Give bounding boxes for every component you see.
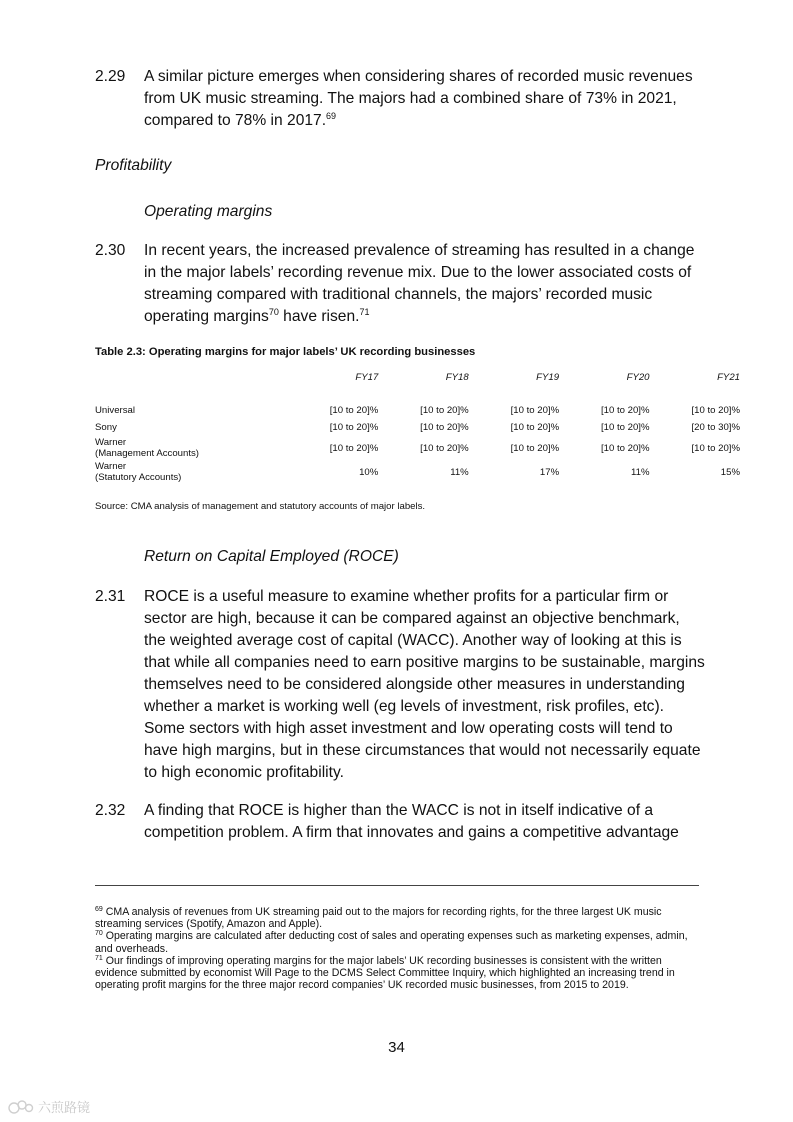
paragraph-2-30: [95, 240, 705, 328]
table-cell: 15%: [720, 466, 740, 478]
paragraph-number: 2.32: [95, 802, 126, 819]
paragraph-text: ROCE is a useful measure to examine whether profits for a particular firm or sector are high, because it can be compared against an objective benchmark, the weighted average cost of capital (WACC). Another way of looking at this is that while all companies need to earn positive margins to be sustainable, margins themselves need to be considered alongside other measures in understanding whether a market is working well (eg levels of investment, risk profiles, etc). Some sectors with high asset investment and low operating costs will tend to have high margins, but in these circumstances that would not necessarily equate to high economic profitability.: [144, 588, 705, 781]
table-cell: [10 to 20]%: [329, 422, 379, 433]
footnotes: [95, 906, 699, 991]
watermark: [8, 1097, 90, 1116]
table-source: Source: CMA analysis of management and statutory accounts of major labels.: [95, 501, 426, 512]
table-title: Table 2.3: Operating margins for major labels’ UK recording businesses: [95, 346, 476, 358]
paragraph-2-29: [95, 66, 705, 132]
table-cell: 11%: [631, 466, 650, 478]
table-cell: [10 to 20]%: [691, 442, 740, 454]
table-cell: [10 to 20]%: [510, 405, 560, 416]
row-label: Universal: [95, 405, 135, 416]
table-cell: [10 to 20]%: [420, 405, 469, 416]
footnote-ref[interactable]: 71: [359, 307, 370, 317]
footnote-ref[interactable]: 69: [326, 111, 337, 121]
subheading-operating-margins: Operating margins: [144, 203, 273, 220]
paragraph-2-32: [95, 800, 705, 844]
paragraph-text: In recent years, the increased prevalence of streaming has resulted in a change in the major labels’ recording revenue mix. Due to the lower associated costs of streaming compared with traditional channels, the majors’ recorded music operating margins: [144, 242, 695, 325]
table-corner: [95, 372, 288, 390]
footnote-ref[interactable]: 70: [268, 307, 279, 317]
paragraph-number: 2.30: [95, 242, 126, 259]
footnote: $^{69}$ CMA analysis of revenues from UK streaming paid out to the majors for recording rights, for the three largest UK music streaming services (Spotify, Amazon and Apple).: [95, 906, 662, 931]
table-cell: [10 to 20]%: [329, 442, 379, 454]
footnote: $^{71}$ Our findings of improving operating margins for the major labels’ UK recording businesses is consistent with the written evidence submitted by economist Will Page to the DCMS Select Committee Inquiry, which highlighted an increasing trend in operating profit margins for the three major record companies’ UK recorded music businesses, from 2015 to 2019.: [95, 954, 675, 992]
table-cell: [10 to 20]%: [510, 422, 560, 433]
paragraph-2-31: [95, 586, 705, 784]
paragraph-text: have risen.: [278, 308, 360, 325]
paragraph-text: A similar picture emerges when considering shares of recorded music revenues from UK music streaming. The majors had a combined share of 73% in 2021, compared to 78% in 2017.: [144, 68, 693, 129]
operating-margins-table: [95, 372, 740, 484]
row-label: Warner (Statutory Accounts): [95, 461, 182, 483]
table-cell: [10 to 20]%: [329, 405, 379, 416]
table-cell: [10 to 20]%: [600, 422, 650, 433]
paragraph-text: A finding that ROCE is higher than the WACC is not in itself indicative of a competition problem. A firm that innovates and gains a competitive advantage: [144, 802, 679, 841]
watermark-logo-icon: [8, 1099, 34, 1115]
footnote: $^{70}$ Operating margins are calculated after deducting cost of sales and operating expenses such as marketing expenses, admin, and overheads.: [95, 930, 688, 955]
column-header: FY18: [445, 372, 469, 383]
row-label: Warner (Management Accounts): [95, 437, 199, 459]
column-header: FY17: [355, 372, 379, 383]
paragraph-number: 2.29: [95, 68, 126, 85]
subheading-roce: Return on Capital Employed (ROCE): [144, 548, 399, 565]
table-cell: [10 to 20]%: [420, 422, 469, 433]
table-cell: [20 to 30]%: [691, 422, 740, 433]
table-cell: 10%: [359, 466, 379, 478]
table-cell: 11%: [450, 466, 469, 478]
paragraph-number: 2.31: [95, 588, 126, 605]
table-cell: 17%: [539, 466, 560, 478]
page-number: 34: [388, 1039, 405, 1056]
table-cell: [10 to 20]%: [600, 405, 650, 416]
table-row: [95, 402, 740, 419]
table-cell: [10 to 20]%: [600, 442, 650, 454]
table-row: [95, 419, 740, 436]
table-header-row: [95, 372, 740, 390]
column-header: FY19: [536, 372, 560, 383]
table-cell: [10 to 20]%: [420, 442, 469, 454]
footnote-divider: [95, 885, 699, 886]
table-cell: [10 to 20]%: [691, 405, 740, 416]
column-header: FY20: [626, 372, 650, 383]
section-heading: Profitability: [95, 157, 172, 174]
row-label: Sony: [95, 422, 117, 433]
watermark-text: 六煎路镜: [38, 1100, 91, 1115]
table-row: [95, 436, 740, 460]
column-header: FY21: [717, 372, 740, 383]
table-row: [95, 460, 740, 484]
table-cell: [10 to 20]%: [510, 442, 560, 454]
